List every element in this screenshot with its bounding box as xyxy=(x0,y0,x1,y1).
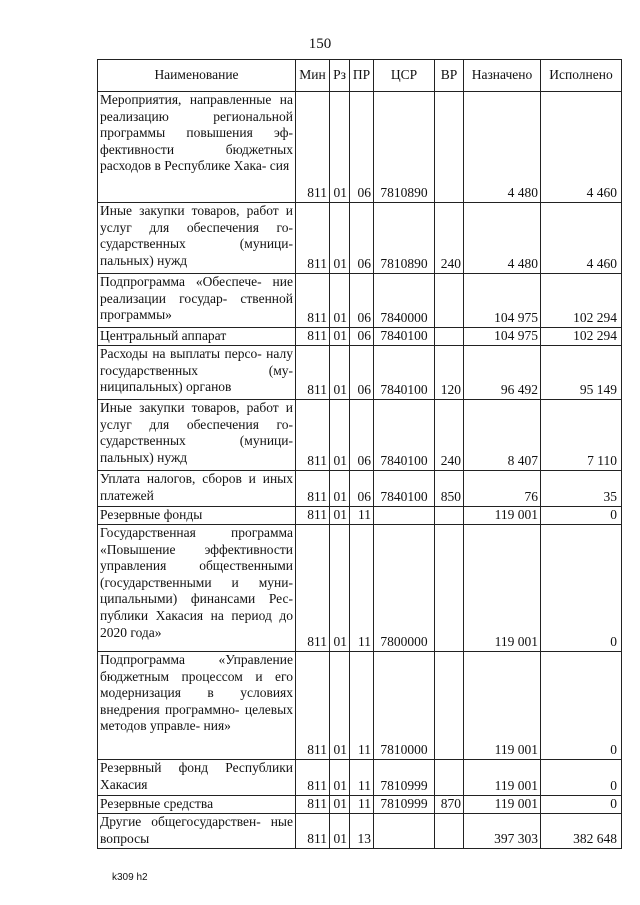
cell-pr: 06 xyxy=(350,328,374,346)
cell-executed: 0 xyxy=(541,760,622,796)
cell-min: 811 xyxy=(296,328,330,346)
cell-csr: 7810890 xyxy=(374,92,435,203)
header-name: Наименование xyxy=(98,60,296,92)
cell-vr xyxy=(435,274,464,328)
header-planned: Назначено xyxy=(464,60,541,92)
page-number: 150 xyxy=(308,36,332,52)
budget-table xyxy=(97,59,622,849)
table-row xyxy=(98,507,622,525)
cell-min: 811 xyxy=(296,400,330,471)
cell-executed: 102 294 xyxy=(541,328,622,346)
table-row xyxy=(98,346,622,400)
cell-executed: 4 460 xyxy=(541,92,622,203)
cell-rz: 01 xyxy=(330,92,350,203)
cell-csr: 7840100 xyxy=(374,328,435,346)
cell-planned: 76 xyxy=(464,471,541,507)
cell-min: 811 xyxy=(296,507,330,525)
cell-name: Подпрограмма «Управление бюджетным процессом и его модернизация в условиях внедрения программно- целевых методов управле- ния» xyxy=(98,652,296,760)
cell-csr: 7840100 xyxy=(374,346,435,400)
header-rz: Рз xyxy=(330,60,350,92)
cell-planned: 104 975 xyxy=(464,274,541,328)
cell-planned: 119 001 xyxy=(464,507,541,525)
cell-rz: 01 xyxy=(330,507,350,525)
cell-csr: 7810999 xyxy=(374,760,435,796)
cell-name: Мероприятия, направленные на реализацию региональной программы повышения эф- фективности бюджетных расходов в Республике Хака- сия xyxy=(98,92,296,203)
cell-name: Иные закупки товаров, работ и услуг для обеспечения го- сударственных (муници- пальных) нужд xyxy=(98,400,296,471)
table-header-row xyxy=(98,60,622,92)
cell-vr xyxy=(435,92,464,203)
table-row xyxy=(98,760,622,796)
cell-planned: 119 001 xyxy=(464,796,541,814)
header-min: Мин xyxy=(296,60,330,92)
cell-vr: 850 xyxy=(435,471,464,507)
cell-name: Государственная программа «Повышение эффективности управления общественными (государственными и муни- ципальными) финансами Рес- публики Хакасия на период до 2020 года» xyxy=(98,525,296,652)
cell-pr: 11 xyxy=(350,525,374,652)
cell-csr: 7840100 xyxy=(374,471,435,507)
cell-rz: 01 xyxy=(330,814,350,849)
cell-min: 811 xyxy=(296,274,330,328)
cell-min: 811 xyxy=(296,814,330,849)
table-row xyxy=(98,471,622,507)
cell-planned: 119 001 xyxy=(464,525,541,652)
cell-planned: 4 480 xyxy=(464,203,541,274)
cell-vr: 240 xyxy=(435,203,464,274)
table-row xyxy=(98,796,622,814)
cell-rz: 01 xyxy=(330,525,350,652)
table-row xyxy=(98,400,622,471)
header-executed: Исполнено xyxy=(541,60,622,92)
header-csr: ЦСР xyxy=(374,60,435,92)
table-row xyxy=(98,328,622,346)
cell-executed: 0 xyxy=(541,796,622,814)
cell-min: 811 xyxy=(296,92,330,203)
cell-name: Резервный фонд Республики Хакасия xyxy=(98,760,296,796)
cell-planned: 96 492 xyxy=(464,346,541,400)
cell-executed: 0 xyxy=(541,652,622,760)
cell-planned: 4 480 xyxy=(464,92,541,203)
cell-executed: 95 149 xyxy=(541,346,622,400)
cell-pr: 11 xyxy=(350,652,374,760)
cell-planned: 119 001 xyxy=(464,652,541,760)
cell-executed: 102 294 xyxy=(541,274,622,328)
cell-name: Другие общегосударствен- ные вопросы xyxy=(98,814,296,849)
cell-rz: 01 xyxy=(330,760,350,796)
cell-planned: 104 975 xyxy=(464,328,541,346)
cell-executed: 4 460 xyxy=(541,203,622,274)
cell-pr: 06 xyxy=(350,346,374,400)
cell-min: 811 xyxy=(296,652,330,760)
table-row xyxy=(98,525,622,652)
cell-name: Резервные средства xyxy=(98,796,296,814)
cell-planned: 8 407 xyxy=(464,400,541,471)
cell-pr: 11 xyxy=(350,507,374,525)
cell-pr: 13 xyxy=(350,814,374,849)
cell-name: Иные закупки товаров, работ и услуг для обеспечения го- сударственных (муници- пальных) нужд xyxy=(98,203,296,274)
cell-min: 811 xyxy=(296,760,330,796)
cell-vr xyxy=(435,652,464,760)
cell-min: 811 xyxy=(296,796,330,814)
cell-name: Подпрограмма «Обеспече- ние реализации государ- ственной программы» xyxy=(98,274,296,328)
cell-pr: 06 xyxy=(350,203,374,274)
cell-pr: 06 xyxy=(350,400,374,471)
cell-csr: 7840000 xyxy=(374,274,435,328)
cell-rz: 01 xyxy=(330,203,350,274)
cell-executed: 382 648 xyxy=(541,814,622,849)
cell-csr xyxy=(374,814,435,849)
cell-vr xyxy=(435,507,464,525)
table-row xyxy=(98,814,622,849)
cell-name: Уплата налогов, сборов и иных платежей xyxy=(98,471,296,507)
table-row xyxy=(98,274,622,328)
table-body xyxy=(98,92,622,849)
cell-rz: 01 xyxy=(330,400,350,471)
cell-vr: 870 xyxy=(435,796,464,814)
cell-csr: 7810890 xyxy=(374,203,435,274)
cell-name: Центральный аппарат xyxy=(98,328,296,346)
cell-name: Расходы на выплаты персо- налу государственных (му- ниципальных) органов xyxy=(98,346,296,400)
cell-csr: 7840100 xyxy=(374,400,435,471)
cell-csr: 7800000 xyxy=(374,525,435,652)
cell-vr xyxy=(435,760,464,796)
cell-vr xyxy=(435,328,464,346)
cell-min: 811 xyxy=(296,346,330,400)
cell-rz: 01 xyxy=(330,796,350,814)
cell-planned: 397 303 xyxy=(464,814,541,849)
cell-executed: 35 xyxy=(541,471,622,507)
footer-code: k309 h2 xyxy=(112,872,148,883)
cell-pr: 11 xyxy=(350,796,374,814)
cell-executed: 0 xyxy=(541,525,622,652)
header-pr: ПР xyxy=(350,60,374,92)
cell-executed: 7 110 xyxy=(541,400,622,471)
cell-pr: 11 xyxy=(350,760,374,796)
cell-rz: 01 xyxy=(330,346,350,400)
cell-min: 811 xyxy=(296,471,330,507)
cell-csr: 7810000 xyxy=(374,652,435,760)
table-row xyxy=(98,203,622,274)
cell-executed: 0 xyxy=(541,507,622,525)
cell-vr xyxy=(435,525,464,652)
cell-name: Резервные фонды xyxy=(98,507,296,525)
cell-csr: 7810999 xyxy=(374,796,435,814)
table-row xyxy=(98,652,622,760)
cell-pr: 06 xyxy=(350,274,374,328)
cell-min: 811 xyxy=(296,203,330,274)
cell-csr xyxy=(374,507,435,525)
cell-rz: 01 xyxy=(330,652,350,760)
header-vr: ВР xyxy=(435,60,464,92)
table-row xyxy=(98,92,622,203)
cell-planned: 119 001 xyxy=(464,760,541,796)
cell-vr: 120 xyxy=(435,346,464,400)
cell-rz: 01 xyxy=(330,328,350,346)
cell-min: 811 xyxy=(296,525,330,652)
cell-pr: 06 xyxy=(350,92,374,203)
cell-vr xyxy=(435,814,464,849)
cell-pr: 06 xyxy=(350,471,374,507)
cell-rz: 01 xyxy=(330,471,350,507)
cell-rz: 01 xyxy=(330,274,350,328)
cell-vr: 240 xyxy=(435,400,464,471)
